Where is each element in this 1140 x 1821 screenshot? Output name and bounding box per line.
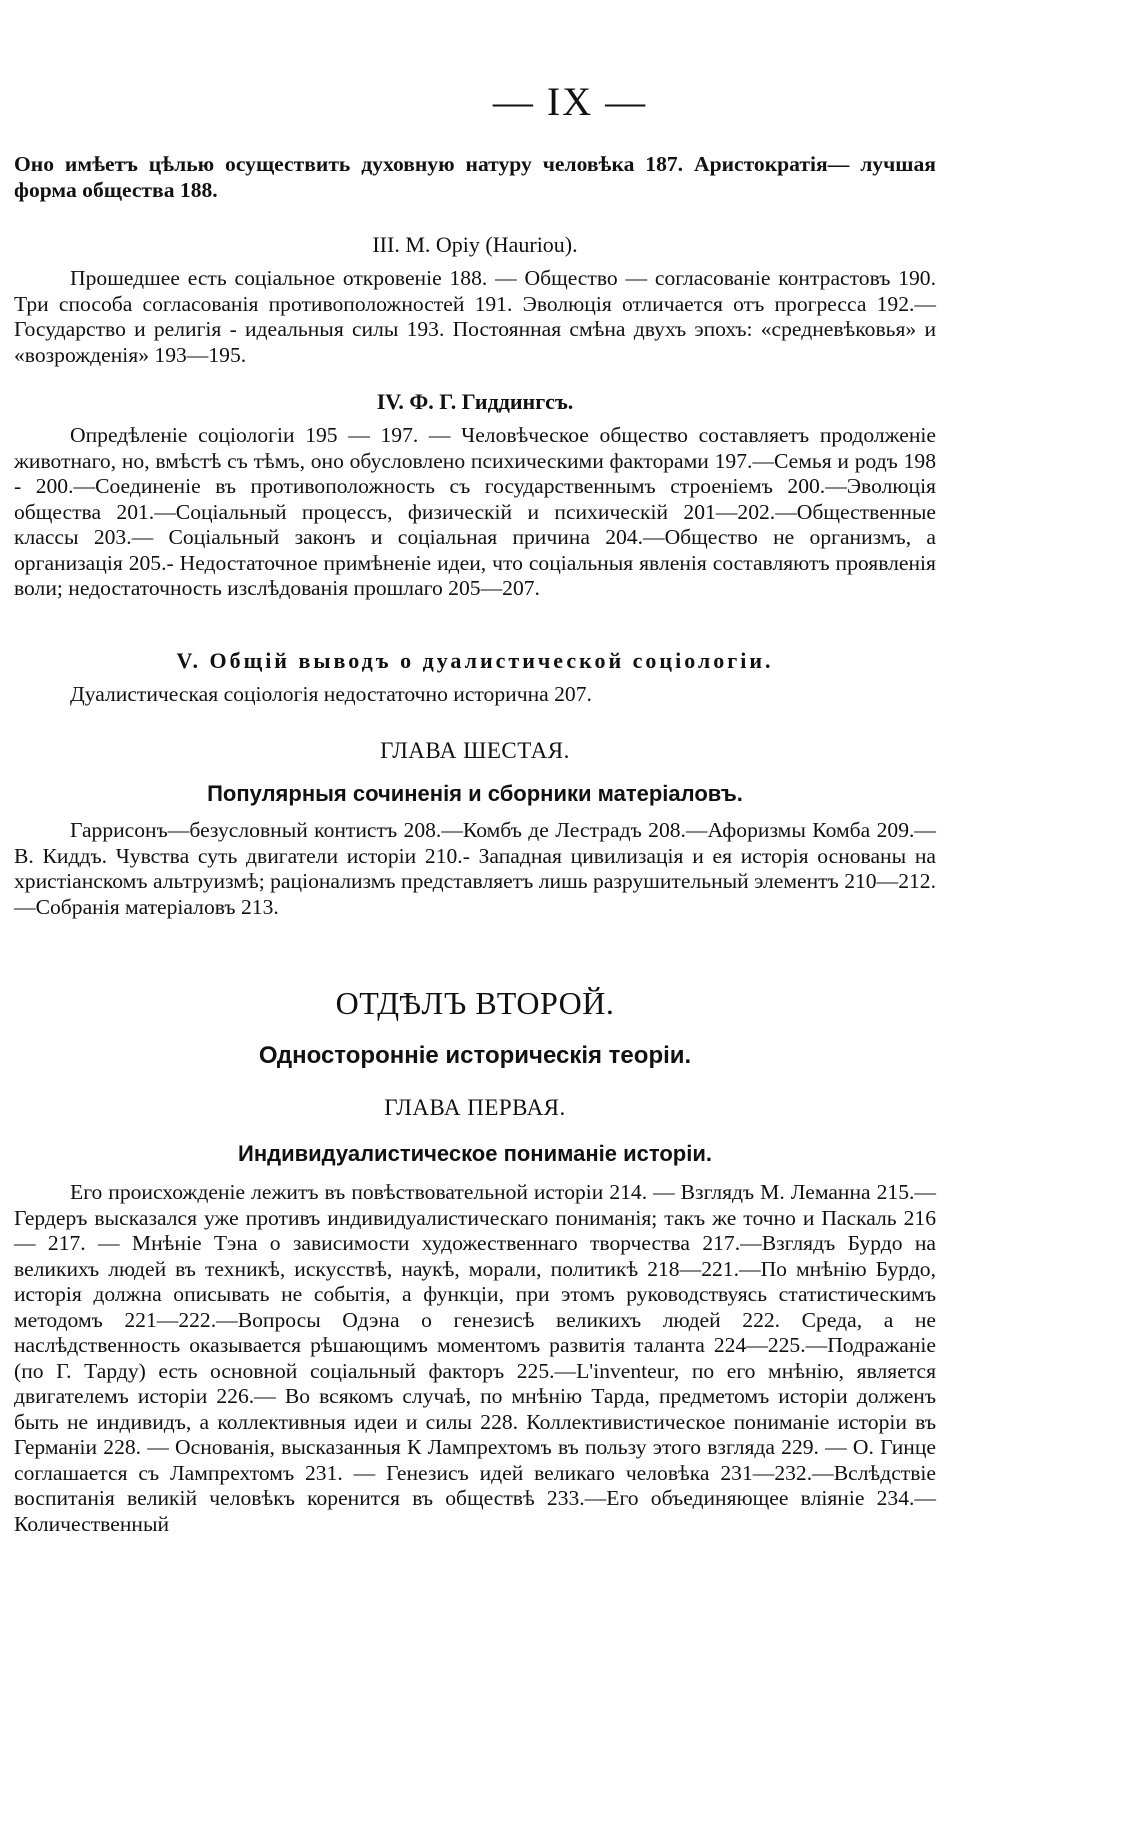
chapter-one-heading: ГЛАВА ПЕРВАЯ. (384, 1095, 566, 1120)
section-two-heading: ОТДѢЛЪ ВТОРОЙ. (335, 985, 615, 1021)
chapter-six-heading: ГЛАВА ШЕСТАЯ. (380, 738, 570, 763)
heading-giddings: IV. Ф. Г. Гиддингсъ. (376, 389, 574, 414)
paragraph-hauriou: Прошедшее есть соціальное откровеніе 188. — Общество — согласованіе контрастовъ 190. Три способа согласованія противоположностей 191. Эволюція отличается отъ прогресса 192.—Государство и религія - идеальныя силы 193. Постоянная смѣна двухъ эпохъ: «средневѣковья» и «возрожденія» 193—195. (14, 266, 936, 367)
chapter-six-title: Популярныя сочиненія и сборники матеріаловъ. (207, 781, 743, 806)
paragraph-chapter-six: Гаррисонъ—безусловный контистъ 208.—Комбъ де Лестрадъ 208.—Афоризмы Комба 209.—В. Киддъ. Чувства суть двигатели исторіи 210.- Западная цивилизація и ея исторія основаны на христіанскомъ альтруизмѣ; раціонализмъ представляетъ лишь разрушительный элементъ 210—212.—Собранія матеріаловъ 213. (14, 818, 936, 919)
heading-dualistic-conclusion: V. Общій выводъ о дуалистической соціологіи. (176, 648, 774, 673)
chapter-one-title: Индивидуалистическое пониманіе исторіи. (238, 1141, 712, 1166)
section-two-title: Односторонніе историческія теоріи. (258, 1042, 692, 1069)
intro-paragraph: Оно имѣетъ цѣлью осуществить духовную натуру человѣка 187. Аристократія— лучшая форма общества 188. (14, 152, 936, 202)
paragraph-giddings: Опредѣленіе соціологіи 195 — 197. — Человѣческое общество составляетъ продолженіе животнаго, но, вмѣстѣ съ тѣмъ, оно обусловлено психическими факторами 197.—Семья и родъ 198 - 200.—Соединеніе въ противоположность съ государственнымъ строеніемъ 200.—Эволюція общества 201.—Соціальный процессъ, физическій и психическій 201—202.—Общественные классы 203.— Соціальный законъ и соціальная причина 204.—Общество не организмъ, а организація 205.- Недостаточное примѣненіе идеи, что соціальныя явленія составляютъ проявленія воли; недостаточность изслѣдованія прошлаго 205—207. (14, 423, 936, 600)
paragraph-dualistic-conclusion: Дуалистическая соціологія недостаточно исторична 207. (70, 682, 592, 706)
paragraph-chapter-one: Его происхожденіе лежитъ въ повѣствовательной исторіи 214. — Взглядъ М. Леманна 215.—Гердеръ высказался уже противъ индивидуалистическаго пониманія; такъ же точно и Паскаль 216 — 217. — Мнѣніе Тэна о зависимости художественнаго творчества 217.—Взглядъ Бурдо на великихъ людей въ техникѣ, искусствѣ, наукѣ, морали, политикѣ 218—221.—По мнѣнію Бурдо, исторія должна описывать не событія, а функціи, при этомъ руководствуясь статистическимъ методомъ 221—222.—Вопросы Одэна о генезисѣ великихъ людей 222. Среда, а не наслѣдственность оказывается рѣшающимъ моментомъ развитія таланта 224—225.—Подражаніе (по Г. Тарду) есть основной соціальный факторъ 225.—L'inventeur, по его мнѣнію, является двигателемъ исторіи 226.— Во всякомъ случаѣ, по мнѣнію Тарда, предметомъ исторіи долженъ быть не индивидъ, а коллективныя идеи и силы 228. Коллективистическое пониманіе исторіи въ Германіи 228. — Основанія, высказанныя К Лампрехтомъ въ пользу этого взгляда 229. — О. Гинце соглашается съ Лампрехтомъ 231. — Генезисъ идей великаго человѣка 231—232.—Вслѣдствіе воспитанія великій человѣкъ коренится въ обществѣ 233.—Его объединяющее вліяніе 234.—Количественный (14, 1180, 936, 1536)
heading-hauriou: III. М. Оріу (Hauriou). (372, 232, 578, 257)
page-number: — IX — (492, 79, 648, 124)
